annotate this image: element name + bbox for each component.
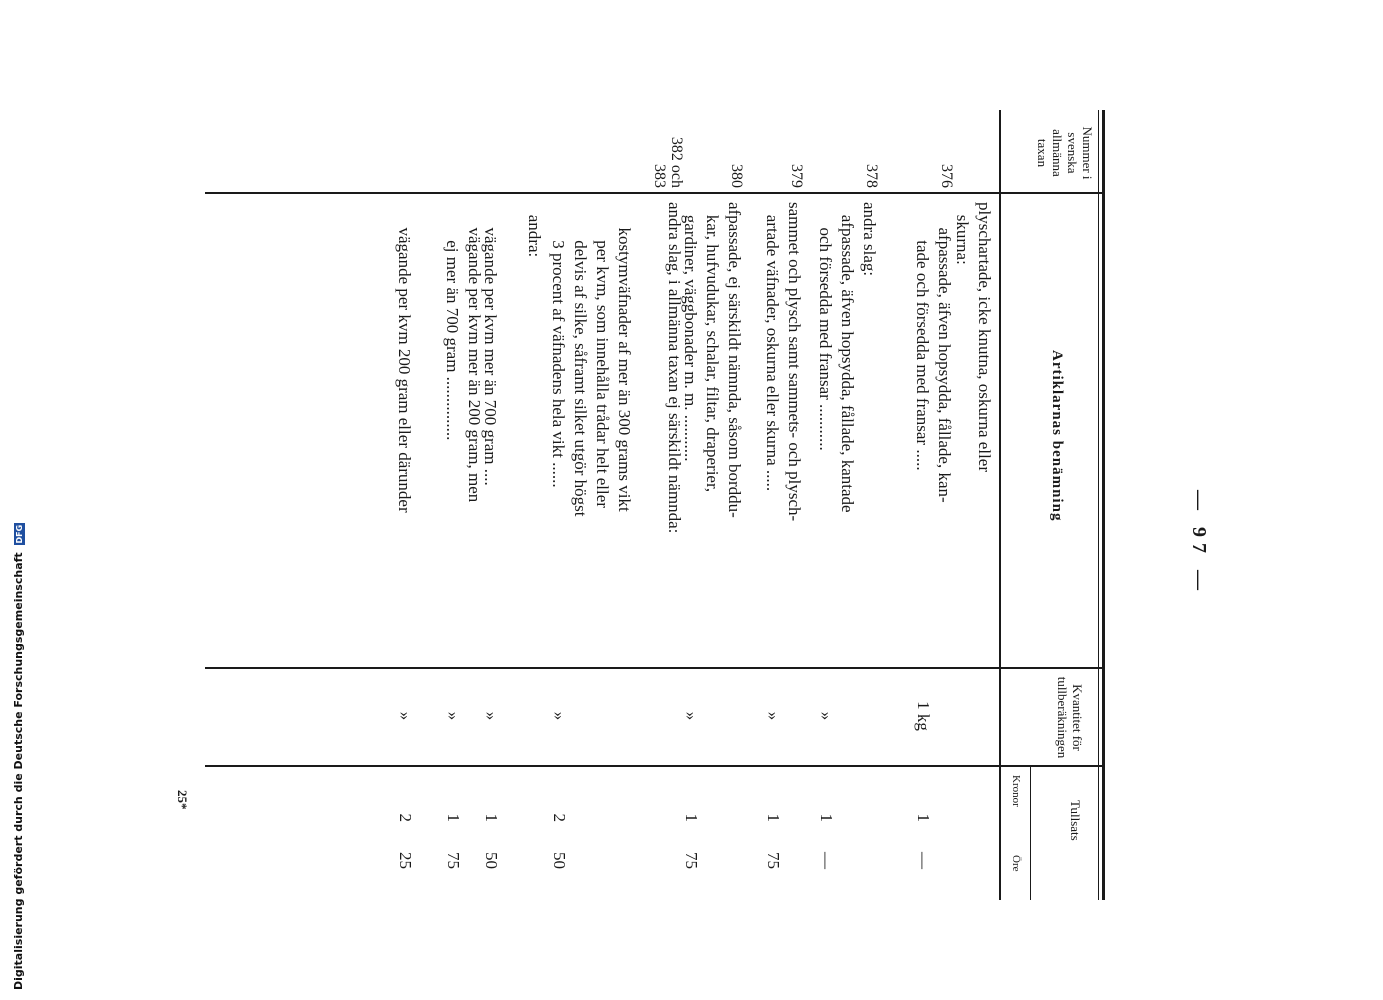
row-ore: 50 — [550, 852, 569, 869]
row-kronor: 1 — [764, 813, 783, 822]
page-number: — 97 — — [1188, 490, 1210, 596]
description-line: gardiner, väggbonader m. m. ........... — [681, 202, 700, 462]
description-line: sammet och plysch samt sammets- och plysch- — [785, 202, 804, 522]
row-quantity: » — [482, 711, 501, 721]
row-kronor: 1 — [482, 813, 501, 822]
row-quantity: 1 kg — [914, 701, 933, 731]
row-number: 378 — [863, 164, 880, 188]
row-description — [911, 202, 955, 503]
description-line: och försedda med fransar ........... — [816, 202, 835, 451]
row-description — [951, 202, 995, 472]
footer-mark: 25* — [175, 790, 190, 810]
col-divider-3 — [205, 765, 1105, 767]
description-line: per kvm, som innehålla trådar helt eller — [593, 202, 612, 508]
row-ore: 75 — [764, 852, 783, 869]
header-articles: Artiklarnas benämning — [1049, 350, 1065, 522]
row-kronor: 1 — [817, 813, 836, 822]
col-divider-2 — [205, 667, 1105, 669]
row-description — [679, 202, 745, 518]
header-kronor: Kronor — [1010, 775, 1022, 807]
header-rule — [999, 110, 1001, 900]
row-description — [761, 202, 805, 521]
description-line: delvis af silke, såframt silket utgör högst — [571, 202, 590, 517]
row-quantity: » — [550, 711, 569, 721]
description-line: vägande per kvm 200 gram eller därunder — [395, 202, 414, 513]
row-kronor: 1 — [444, 813, 463, 822]
row-number: 380 — [728, 164, 745, 188]
description-line: afpassade, äfven hopsydda, fållade, kantade — [838, 202, 857, 513]
row-number: 379 — [788, 164, 805, 188]
row-ore: 75 — [444, 852, 463, 869]
row-quantity: » — [817, 711, 836, 721]
top-rule-thin — [1098, 110, 1099, 900]
rotated-page — [175, 110, 1210, 900]
row-description — [393, 202, 415, 513]
row-ore: — — [914, 852, 933, 869]
header-ore: Öre — [1010, 855, 1022, 872]
dfg-logo-icon: DFG — [14, 524, 24, 544]
row-quantity: » — [444, 711, 463, 721]
header-quantity: Kvantitet för tullberäkningen — [1055, 676, 1085, 759]
row-kronor: 2 — [396, 813, 415, 822]
row-number: 382 och 383 — [651, 136, 685, 188]
tullsats-subrule — [1030, 767, 1031, 900]
row-ore: — — [817, 852, 836, 869]
description-line: kar, hufvudukar, schalar, filtar, draperier, — [703, 202, 722, 493]
row-kronor: 1 — [914, 813, 933, 822]
description-line: vägande per kvm mer än 700 gram .... — [481, 202, 500, 486]
row-description — [547, 202, 635, 516]
row-kronor: 2 — [550, 813, 569, 822]
description-line: andra slag: — [860, 202, 879, 277]
description-line: afpassade, ej särskildt nämnda, såsom borddu- — [725, 202, 744, 518]
digitization-text: Digitalisierung gefördert durch die Deutsche Forschungsgemeinschaft — [12, 552, 25, 990]
header-number: Nummer i svenska allmänna taxan — [1035, 126, 1095, 180]
description-line: kostymväfnader af mer än 300 grams vikt — [615, 202, 634, 512]
row-quantity: » — [682, 711, 701, 721]
description-line: 3 procent af väfnadens hela vikt ...... — [549, 202, 568, 488]
header-tariff: Tullsats — [1068, 800, 1083, 841]
row-kronor: 1 — [682, 813, 701, 822]
description-line: ej mer än 700 gram ............... — [443, 202, 462, 441]
row-description — [479, 202, 545, 486]
description-line: andra slag, i allmänna taxan ej särskildt nämnda: — [665, 202, 684, 534]
row-number: 376 — [938, 164, 955, 188]
row-quantity: » — [396, 711, 415, 721]
row-ore: 75 — [682, 852, 701, 869]
description-line: andra: — [525, 202, 544, 258]
description-line: afpassade, äfven hopsydda, fållade, kan- — [935, 202, 954, 503]
description-line: plyschartade, icke knutna, oskurna eller — [975, 202, 994, 473]
description-line — [501, 202, 523, 486]
row-description — [441, 202, 485, 502]
row-description — [663, 202, 685, 533]
top-rule — [1102, 110, 1105, 900]
row-ore: 50 — [482, 852, 501, 869]
digitization-note — [12, 523, 25, 990]
row-description — [814, 202, 880, 513]
col-divider-1 — [205, 192, 1105, 194]
description-line: skurna: — [953, 202, 972, 265]
description-line: tade och försedda med fransar ..... — [913, 202, 932, 471]
description-line: artade väfnader, oskurna eller skurna ..... — [763, 202, 782, 492]
row-ore: 25 — [396, 852, 415, 869]
description-line: vägande per kvm mer än 200 gram, men — [465, 202, 484, 503]
row-quantity: » — [764, 711, 783, 721]
